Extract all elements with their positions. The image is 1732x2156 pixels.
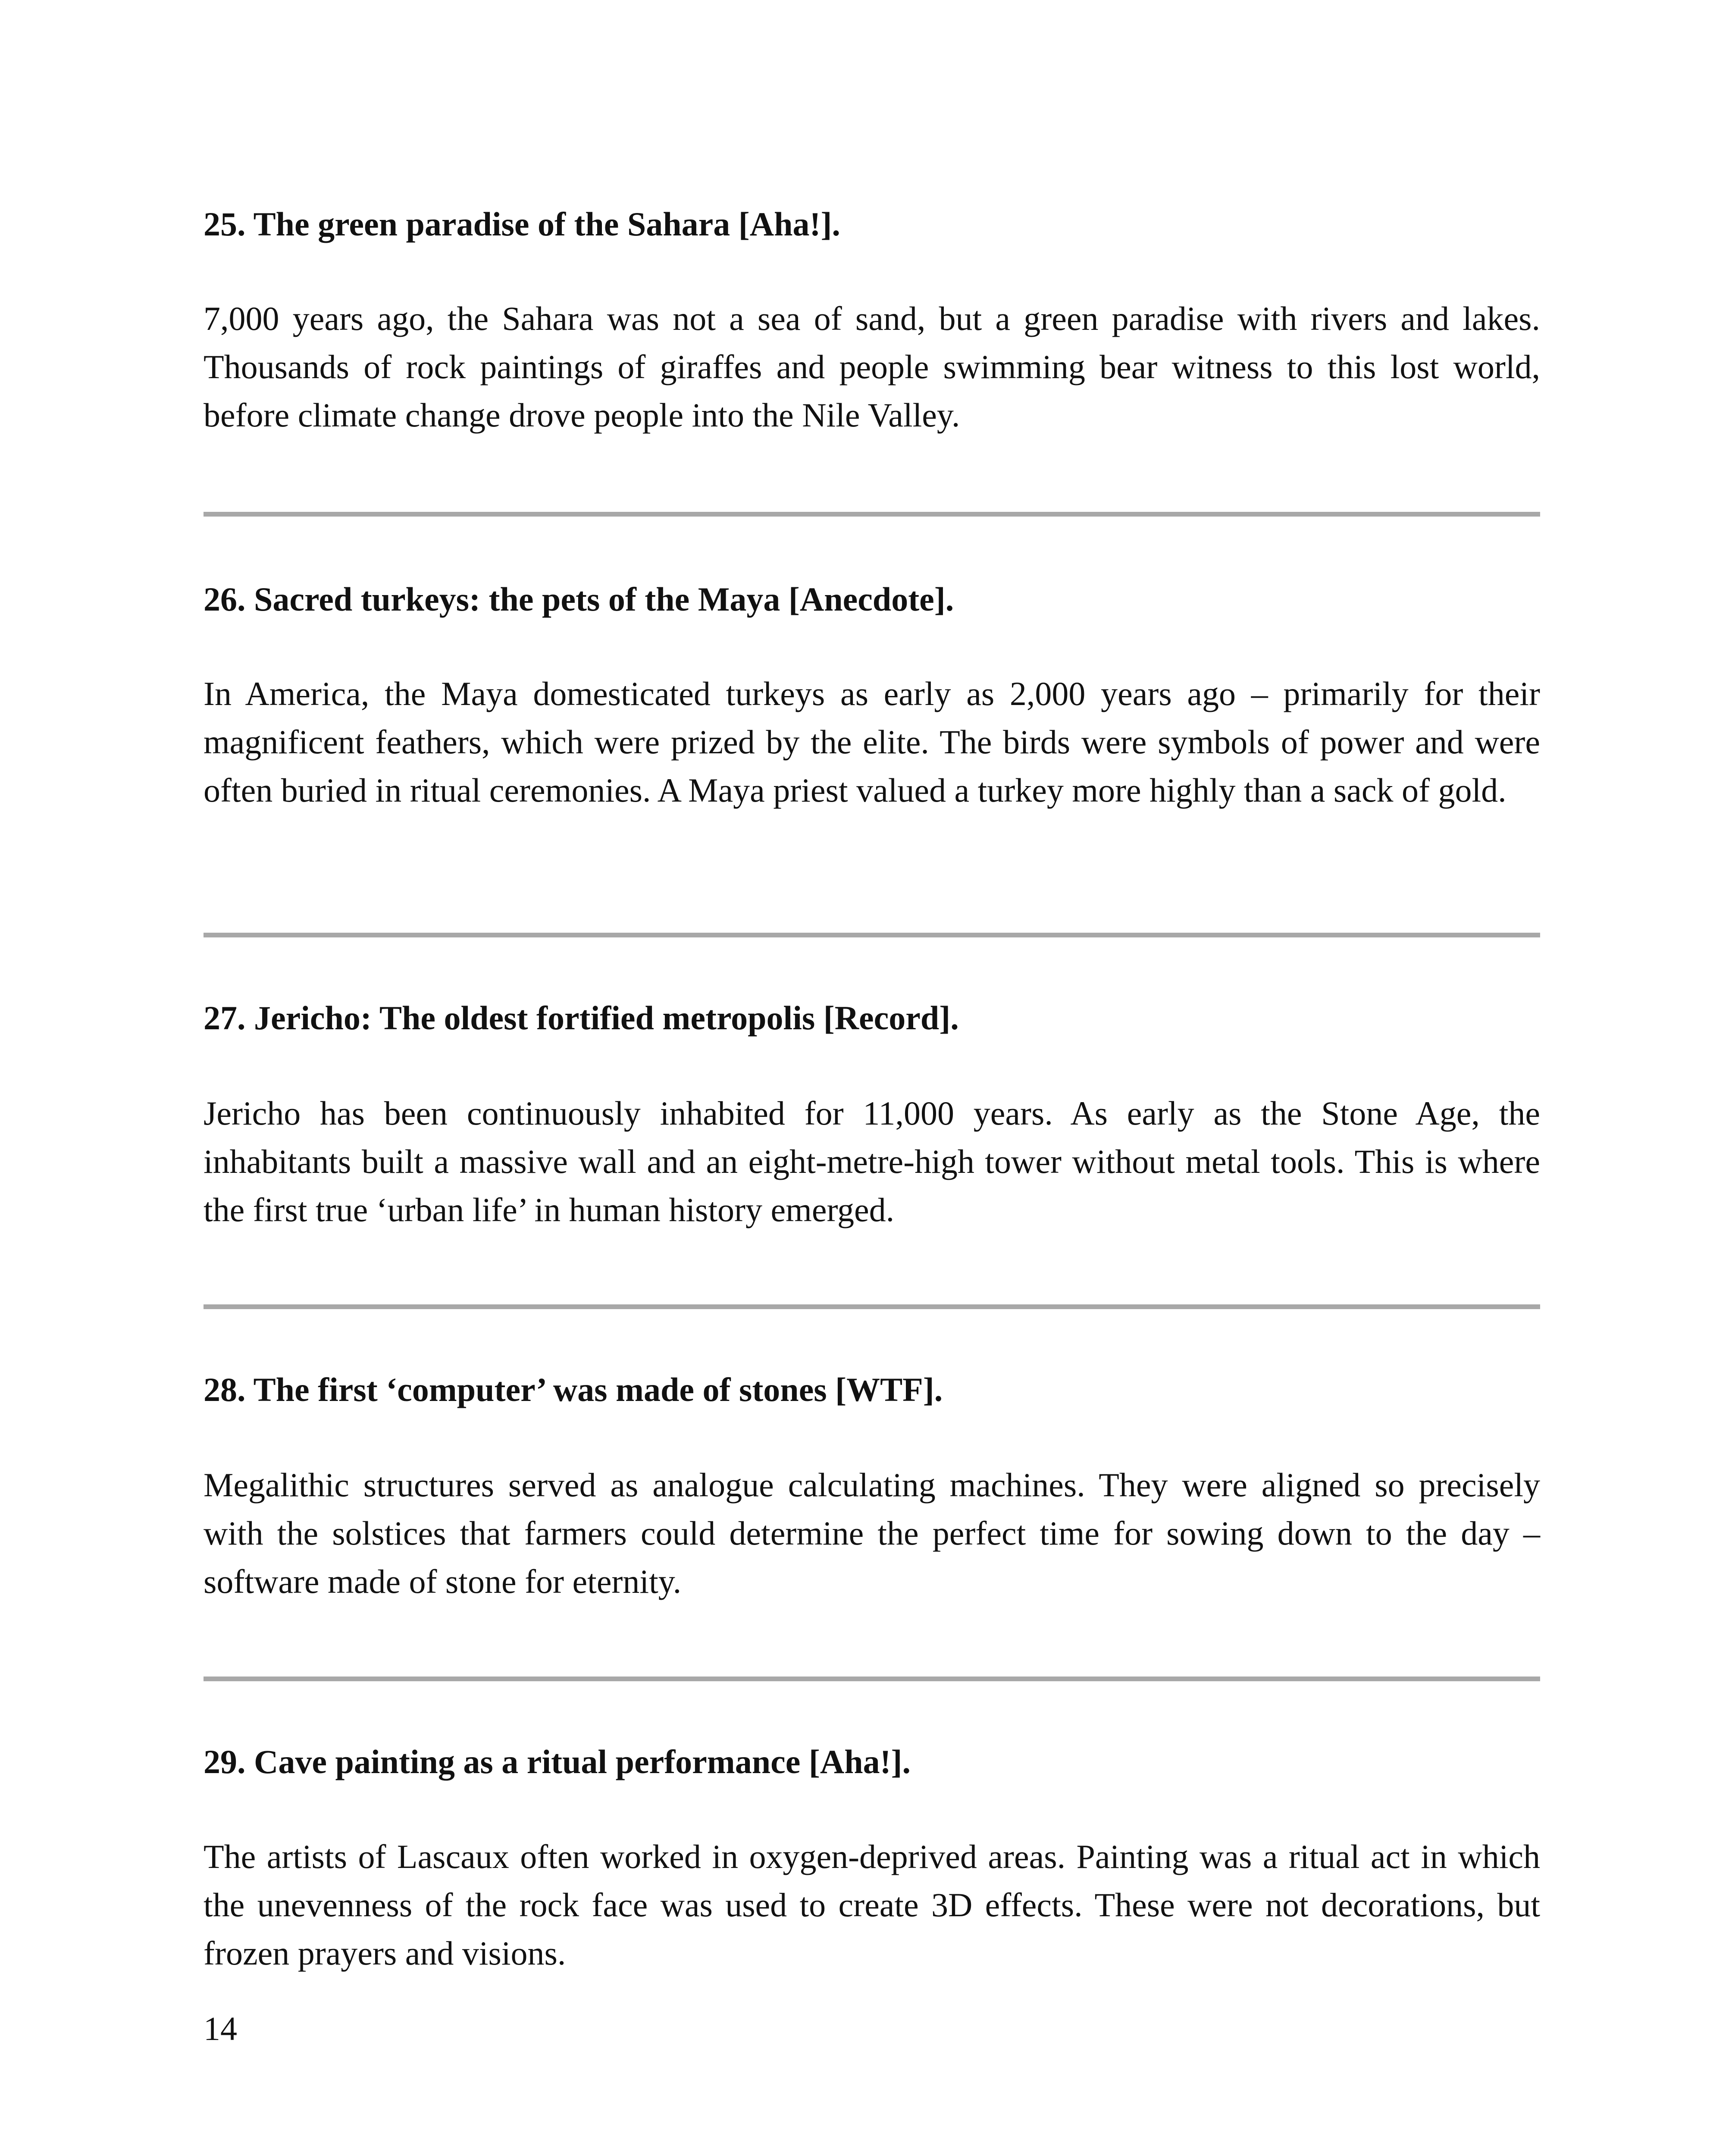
section-title-28: 28. The first ‘computer’ was made of stones [WTF]. — [204, 1371, 943, 1408]
section-title-29: 29. Cave painting as a ritual performance [Aha!]. — [204, 1743, 911, 1780]
section-body-27: Jericho has been continuously inhabited for 11,000 years. As early as the Stone Age, the inhabitants built a massive wall and an eight-metre-high tower without metal tools. This is where the first true ‘urban life’ in human history emerged. — [204, 1094, 1540, 1228]
page-number: 14 — [204, 2010, 237, 2047]
section-body-29: The artists of Lascaux often worked in oxygen-deprived areas. Painting was a ritual act in which the unevenness of the rock face was used to create 3D effects. These were not decorations, but frozen prayers and visions. — [204, 1838, 1540, 1972]
section-body-25: 7,000 years ago, the Sahara was not a sea of sand, but a green paradise with rivers and lakes. Thousands of rock paintings of giraffes and people swimming bear witness to this lost world, before climate change drove people into the Nile Valley. — [204, 300, 1540, 434]
section-divider — [204, 1304, 1540, 1309]
section-body-28: Megalithic structures served as analogue calculating machines. They were aligned so precisely with the solstices that farmers could determine the perfect time for sowing down to the day – software made of stone for eternity. — [204, 1466, 1540, 1600]
section-body-26: In America, the Maya domesticated turkeys as early as 2,000 years ago – primarily for their magnificent feathers, which were prized by the elite. The birds were symbols of power and were often buried in ritual ceremonies. A Maya priest valued a turkey more highly than a sack of gold. — [204, 675, 1540, 809]
section-divider — [204, 1677, 1540, 1681]
section-title-27: 27. Jericho: The oldest fortified metropolis [Record]. — [204, 999, 959, 1037]
section-title-26: 26. Sacred turkeys: the pets of the Maya [Anecdote]. — [204, 580, 954, 618]
section-title-25: 25. The green paradise of the Sahara [Aha!]. — [204, 205, 840, 243]
section-divider — [204, 512, 1540, 517]
section-divider — [204, 933, 1540, 937]
